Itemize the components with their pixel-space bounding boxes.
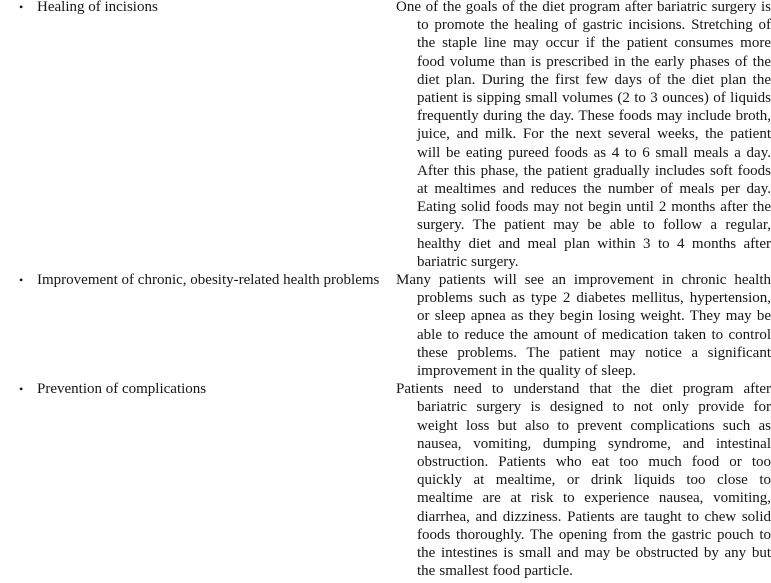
bullet-item-chronic-problems: [0, 271, 396, 289]
bullet-icon: •: [19, 382, 24, 397]
goal-row-healing: [0, 0, 771, 271]
bullet-label-chronic-problems: Improvement of chronic, obesity-related health problems: [37, 272, 380, 289]
paragraph-chronic-problems: Many patients will see an improvement in chronic health problems such as type 2 diabetes mellitus, hypertension, or sleep apnea as they begin losing weight. They may be able to reduce the amount of medication taken to control these problems. The patient may notice a significant improvement in the quality of sleep.: [396, 272, 771, 380]
goal-row-chronic-problems: [0, 271, 771, 380]
description-cell-healing: [396, 0, 771, 271]
paragraph-healing: One of the goals of the diet program after bariatric surgery is to promote the healing of gastric incisions. Stretching of the staple line may occur if the patient consumes more food volume than is prescribed in the early phases of the diet plan. During the first few days of the diet plan the patient is sipping small volumes (2 to 3 ounces) of liquids frequently during the day. These foods may include broth, juice, and milk. For the next several weeks, the patient will be eating pureed foods as 4 to 6 small meals a day. After this phase, the patient gradually includes soft foods at mealtimes and reduces the number of meals per day. Eating solid foods may not begin until 2 months after the surgery. The patient may be able to follow a regular, healthy diet and meal plan within 3 to 4 months after bariatric surgery.: [396, 0, 771, 270]
bullet-item-healing: [0, 0, 396, 16]
description-cell-chronic-problems: [396, 271, 771, 380]
bullet-icon: •: [19, 273, 24, 288]
description-cell-complications: [396, 380, 771, 580]
paragraph-complications: Patients need to understand that the diet program after bariatric surgery is designed to not only provide for weight loss but also to prevent complications such as nausea, vomiting, dumping syndrome, and intestinal obstruction. Patients who eat too much food or too quickly at mealtime, or drink liquids too close to mealtime are at risk to experience nausea, vomiting, diarrhea, and dizziness. Patients are taught to chew solid foods thoroughly. The opening from the gastric pouch to the intestines is small and may be obstructed by any but the smallest food particle.: [396, 381, 771, 580]
bullet-label-healing: Healing of incisions: [37, 0, 158, 15]
bullet-icon: •: [19, 0, 24, 14]
bullet-label-complications: Prevention of complications: [37, 381, 207, 398]
bullet-item-complications: [0, 380, 396, 398]
goal-row-complications: [0, 380, 771, 580]
